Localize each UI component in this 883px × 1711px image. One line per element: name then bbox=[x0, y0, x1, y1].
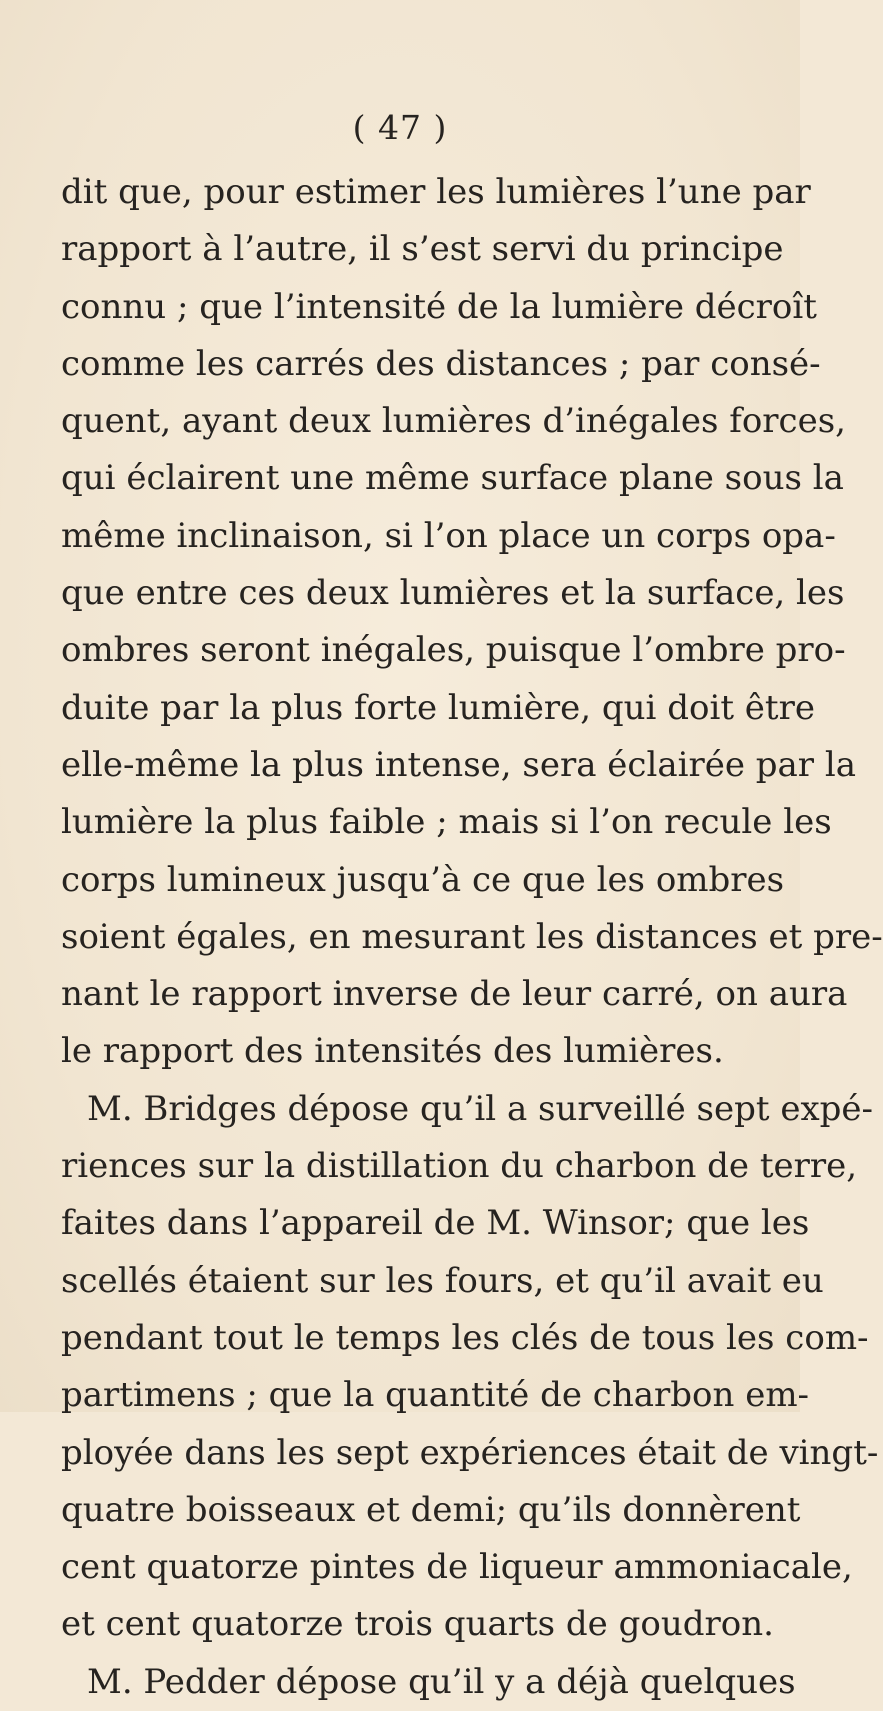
text-line: ployée dans les sept expériences était de vingt- bbox=[61, 1432, 879, 1473]
text-line: que entre ces deux lumières et la surface, les bbox=[61, 573, 845, 614]
text-line: ombres seront inégales, puisque l’ombre pro- bbox=[61, 630, 846, 671]
text-line: comme les carrés des distances ; par consé- bbox=[61, 343, 821, 384]
text-line: même inclinaison, si l’on place un corps opa- bbox=[61, 515, 836, 556]
text-line: pendant tout le temps les clés de tous les com- bbox=[61, 1317, 869, 1358]
text-line: scellés étaient sur les fours, et qu’il avait eu bbox=[61, 1260, 824, 1301]
text-line: et cent quatorze trois quarts de goudron. bbox=[61, 1604, 774, 1645]
text-line: duite par la plus forte lumière, qui doit être bbox=[61, 687, 815, 728]
text-line: soient égales, en mesurant les distances et pre- bbox=[61, 916, 883, 957]
text-line: cent quatorze pintes de liqueur ammoniacale, bbox=[61, 1547, 853, 1588]
text-line: qui éclairent une même surface plane sous la bbox=[61, 458, 844, 499]
text-line: le rapport des intensités des lumières. bbox=[61, 1031, 724, 1072]
text-line: riences sur la distillation du charbon de terre, bbox=[61, 1146, 858, 1187]
text-line: corps lumineux jusqu’à ce que les ombres bbox=[61, 859, 785, 900]
text-line: M. Pedder dépose qu’il y a déjà quelques bbox=[87, 1661, 796, 1702]
text-line: elle-même la plus intense, sera éclairée par la bbox=[61, 744, 857, 785]
page-number: ( 47 ) bbox=[352, 108, 448, 147]
text-line: quent, ayant deux lumières d’inégales forces, bbox=[61, 401, 846, 442]
text-line: quatre boisseaux et demi; qu’ils donnèrent bbox=[61, 1489, 801, 1530]
text-line: lumière la plus faible ; mais si l’on recule les bbox=[61, 802, 832, 843]
body-text bbox=[61, 164, 883, 1711]
text-line: faites dans l’appareil de M. Winsor; que les bbox=[61, 1203, 810, 1244]
text-line: partimens ; que la quantité de charbon em- bbox=[61, 1375, 810, 1416]
text-line: M. Bridges dépose qu’il a surveillé sept expé- bbox=[87, 1088, 874, 1129]
text-line: nant le rapport inverse de leur carré, on aura bbox=[61, 974, 848, 1015]
text-line: dit que, pour estimer les lumières l’une par bbox=[61, 172, 811, 212]
text-line: connu ; que l’intensité de la lumière décroît bbox=[61, 286, 817, 327]
text-line: rapport à l’autre, il s’est servi du principe bbox=[61, 229, 784, 270]
